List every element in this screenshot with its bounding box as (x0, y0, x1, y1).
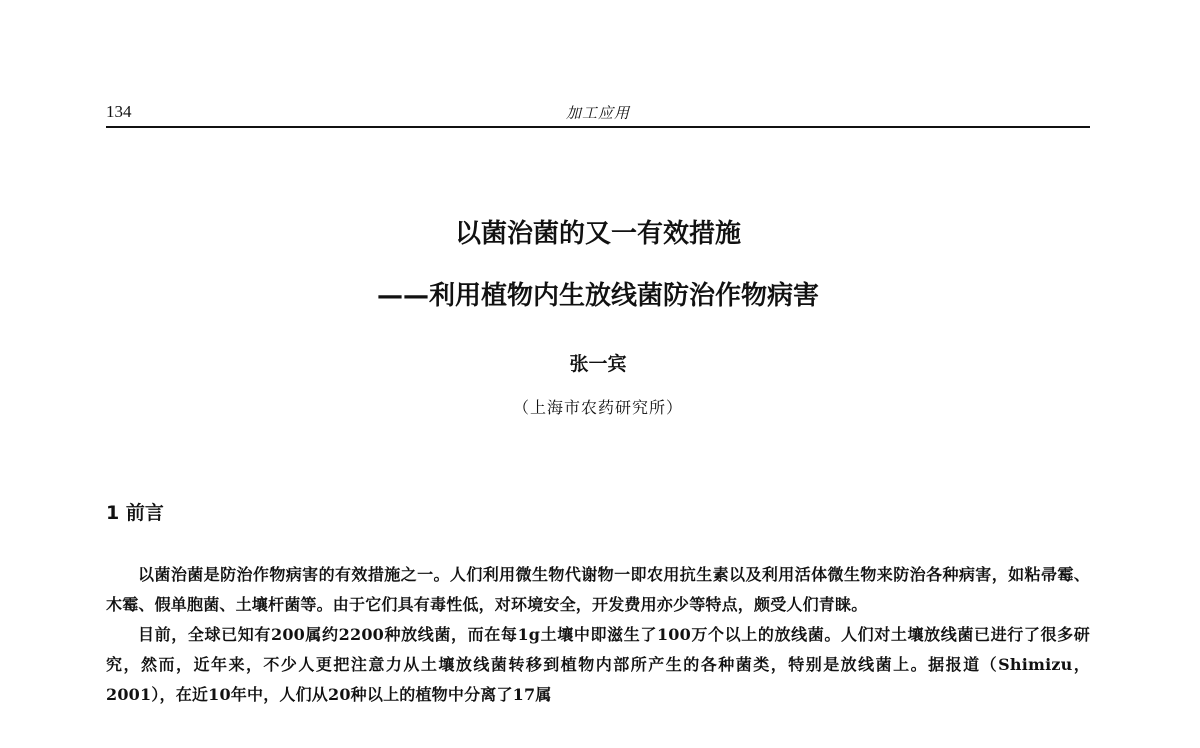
article-subtitle: ——利用植物内生放线菌防治作物病害 (376, 281, 819, 311)
section-heading-introduction: 1 前言 (106, 502, 164, 524)
title-block (106, 216, 1090, 419)
author-name: 张一宾 (569, 353, 627, 375)
paragraph: 以菌治菌是防治作物病害的有效措施之一。人们利用微生物代谢物一即农用抗生素以及利用活体微生物来防治各种病害，如粘帚霉、木霉、假单胞菌、土壤杆菌等。由于它们具有毒性低，对环境安全，开发费用亦少等特点，颇受人们青睐。 (106, 565, 1090, 614)
running-header (106, 98, 1090, 128)
page-number: 134 (106, 102, 132, 121)
article-title: 以菌治菌的又一有效措施 (454, 219, 741, 249)
paragraph: 目前，全球已知有200属约2200种放线菌，而在每1g土壤中即滋生了100万个以上的放线菌。人们对土壤放线菌已进行了很多研究，然而，近年来，不少人更把注意力从土壤放线菌转移到植物内部所产生的各种菌类，特别是放线菌上。据报道（Shimizu，2001），在近10年中，人们从20种以上的植物中分离了17属 (106, 625, 1090, 704)
author-affiliation: （上海市农药研究所） (512, 398, 683, 417)
section-body (106, 560, 1090, 710)
journal-section-title: 加工应用 (565, 104, 630, 122)
